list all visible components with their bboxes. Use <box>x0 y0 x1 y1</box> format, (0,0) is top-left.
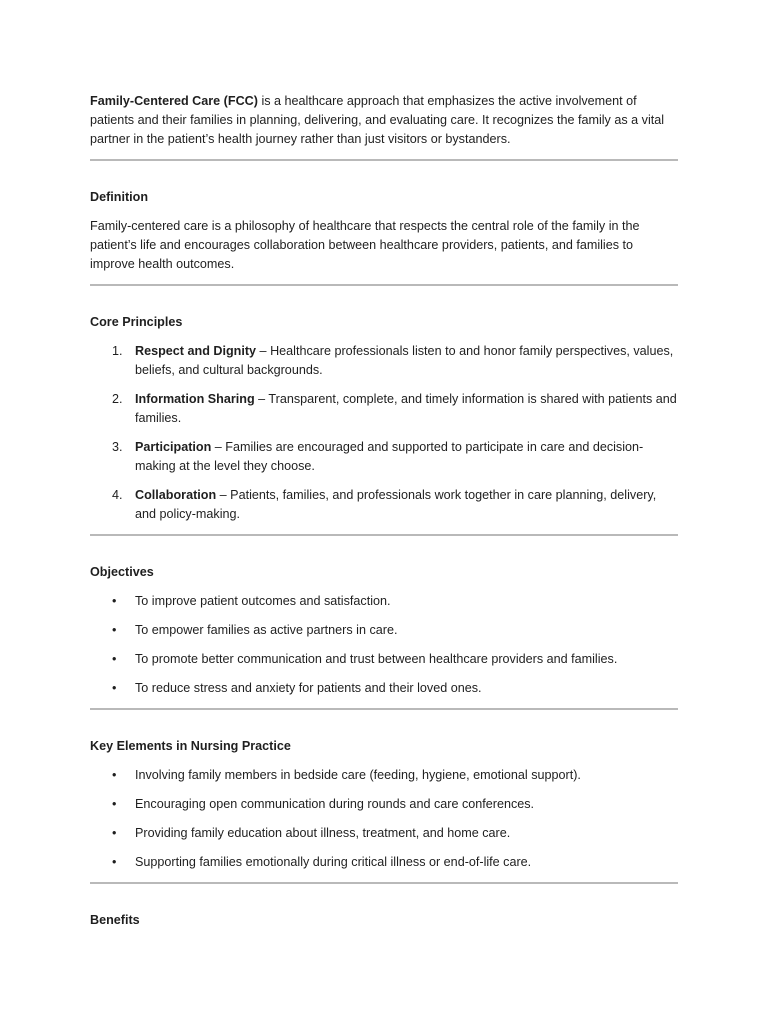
bullet-icon: • <box>112 652 117 666</box>
key-element-text: Involving family members in bedside care (feeding, hygiene, emotional support). <box>135 768 581 782</box>
key-element-text: Encouraging open communication during rounds and care conferences. <box>135 797 535 811</box>
bullet-icon: • <box>112 594 117 608</box>
intro-term: Family-Centered Care (FCC) <box>90 94 258 108</box>
definition-heading: Definition <box>90 190 149 204</box>
section-divider <box>90 882 678 884</box>
objective-text: To reduce stress and anxiety for patients and their loved ones. <box>135 681 482 695</box>
list-number: 1. <box>112 344 123 358</box>
list-item <box>90 853 680 872</box>
intro-paragraph <box>90 92 680 149</box>
definition-text: Family-centered care is a philosophy of healthcare that respects the central role of the family in the patient’s life and encourages collaboration between healthcare providers, patients, and families to improve health outcomes. <box>90 219 640 271</box>
bullet-icon: • <box>112 768 117 782</box>
benefits-heading: Benefits <box>90 913 140 927</box>
intro-text: is a healthcare approach that emphasizes the active involvement of patients and their families in planning, delivering, and evaluating care. It recognizes the family as a vital partner in the patient’s health journey rather than just visitors or bystanders. <box>90 94 665 146</box>
key-elements-heading: Key Elements in Nursing Practice <box>90 739 291 753</box>
principle-term: Information Sharing <box>135 392 255 406</box>
principle-text: – Healthcare professionals listen to and honor family perspectives, values, beliefs, and cultural backgrounds. <box>135 344 674 377</box>
list-number: 4. <box>112 488 123 502</box>
objective-text: To empower families as active partners in care. <box>135 623 398 637</box>
list-item <box>90 650 680 669</box>
section-divider <box>90 284 678 286</box>
list-item <box>90 486 680 524</box>
list-number: 3. <box>112 440 123 454</box>
principle-text: – Patients, families, and professionals work together in care planning, delivery, and policy-making. <box>135 488 657 521</box>
principle-term: Collaboration <box>135 488 217 502</box>
list-item <box>90 795 680 814</box>
principle-text: – Families are encouraged and supported to participate in care and decision-making at the level they choose. <box>135 440 644 473</box>
list-number: 2. <box>112 392 123 406</box>
list-item <box>90 824 680 843</box>
objectives-list <box>90 592 680 698</box>
key-element-text: Supporting families emotionally during critical illness or end-of-life care. <box>135 855 532 869</box>
objective-text: To promote better communication and trust between healthcare providers and families. <box>135 652 618 666</box>
section-divider <box>90 159 678 161</box>
core-principles-list <box>90 342 680 524</box>
principle-term: Participation <box>135 440 212 454</box>
bullet-icon: • <box>112 681 117 695</box>
bullet-icon: • <box>112 623 117 637</box>
list-item <box>90 679 680 698</box>
list-item <box>90 342 680 380</box>
bullet-icon: • <box>112 826 117 840</box>
section-divider <box>90 534 678 536</box>
list-item <box>90 621 680 640</box>
list-item <box>90 390 680 428</box>
bullet-icon: • <box>112 855 117 869</box>
section-divider <box>90 708 678 710</box>
core-principles-heading: Core Principles <box>90 315 183 329</box>
document-page <box>90 92 680 940</box>
bullet-icon: • <box>112 797 117 811</box>
objective-text: To improve patient outcomes and satisfaction. <box>135 594 391 608</box>
principle-text: – Transparent, complete, and timely information is shared with patients and families. <box>135 392 677 425</box>
list-item <box>90 592 680 611</box>
list-item <box>90 438 680 476</box>
principle-term: Respect and Dignity <box>135 344 257 358</box>
objectives-heading: Objectives <box>90 565 154 579</box>
key-elements-list <box>90 766 680 872</box>
list-item <box>90 766 680 785</box>
key-element-text: Providing family education about illness, treatment, and home care. <box>135 826 511 840</box>
